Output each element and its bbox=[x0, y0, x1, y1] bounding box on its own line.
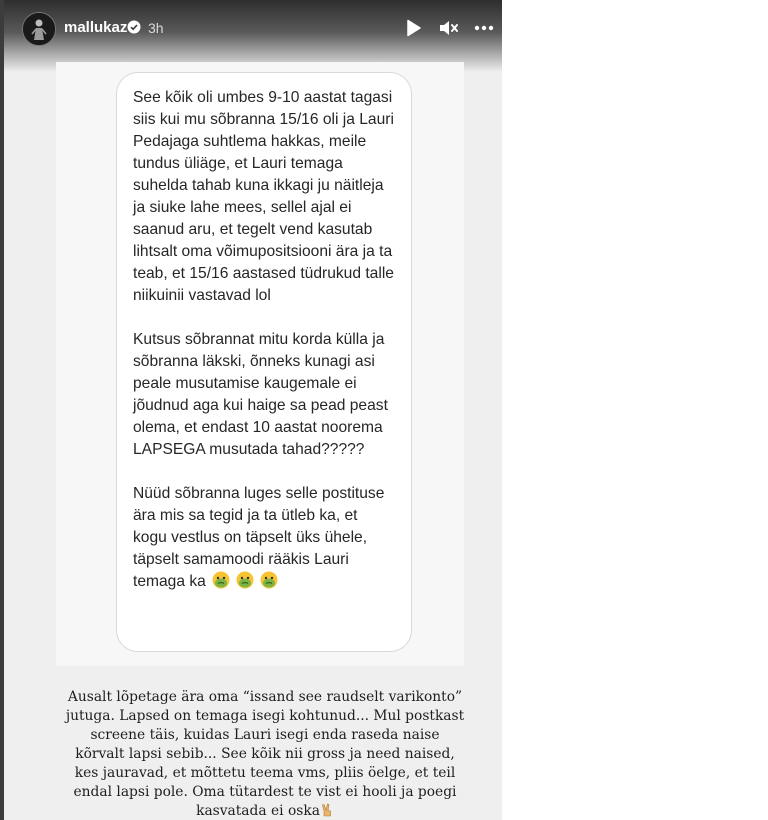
mute-icon[interactable] bbox=[436, 16, 460, 40]
message-bubble bbox=[116, 72, 412, 652]
victory-hand-icon bbox=[320, 803, 334, 817]
message-paragraph-1: See kõik oli umbes 9-10 aastat tagasi siis kui mu sõbranna 15/16 oli ja Lauri Pedajaga suhtlema hakkas, meile tundus üliäge, et Lauri temaga suhelda tahab kuna ikkagi ju näitleja ja siuke lahe mees, sellel ajal ei saanud aru, et tegelt vend kasutab lihtsalt oma võimupositsiooni ära ja ta teab, et 15/16 aastased tüdrukud talle niikuinii vastavad lol bbox=[133, 89, 394, 304]
more-options-icon[interactable] bbox=[472, 16, 496, 40]
play-icon[interactable] bbox=[401, 16, 425, 40]
story-timestamp: 3h bbox=[148, 20, 164, 36]
message-paragraph-3 bbox=[133, 483, 395, 593]
story-caption bbox=[64, 688, 466, 820]
verified-badge-icon bbox=[127, 20, 141, 34]
story-username[interactable]: mallukaz bbox=[64, 19, 128, 36]
nauseated-face-icon bbox=[260, 571, 278, 589]
avatar[interactable] bbox=[22, 12, 56, 46]
screenshot-card bbox=[56, 62, 464, 666]
message-paragraph-2: Kutsus sõbrannat mitu korda külla ja sõbranna läkski, õnneks kunagi asi peale musutamise kaugemale ei jõudnud aga kui haige sa pead peast olema, et endast 10 aastat noorema LAPSEGA musutada tahad????? bbox=[133, 331, 388, 458]
message-paragraph-3-text: Nüüd sõbranna luges selle postituse ära mis sa tegid ja ta ütleb ka, et kogu vestlus on täpselt üks ühele, täpselt samamoodi rääkis Lauri temaga ka bbox=[133, 485, 385, 590]
nauseated-face-icon bbox=[212, 571, 230, 589]
nauseated-face-icon bbox=[236, 571, 254, 589]
story-caption-text: Ausalt lõpetage ära oma “issand see raudselt varikonto” jutuga. Lapsed on temaga isegi kohtunud... Mul postkast screene täis, kuidas Lauri isegi enda raseda naise kõrvalt lapsi sebib... See kõik nii gross ja need naised, kes jauravad, et mõttetu teema vms, pliis öelge, et teil endal lapsi pole. Oma tütardest te vist ei hooli ja poegi kasvatada ei oska bbox=[65, 689, 465, 819]
